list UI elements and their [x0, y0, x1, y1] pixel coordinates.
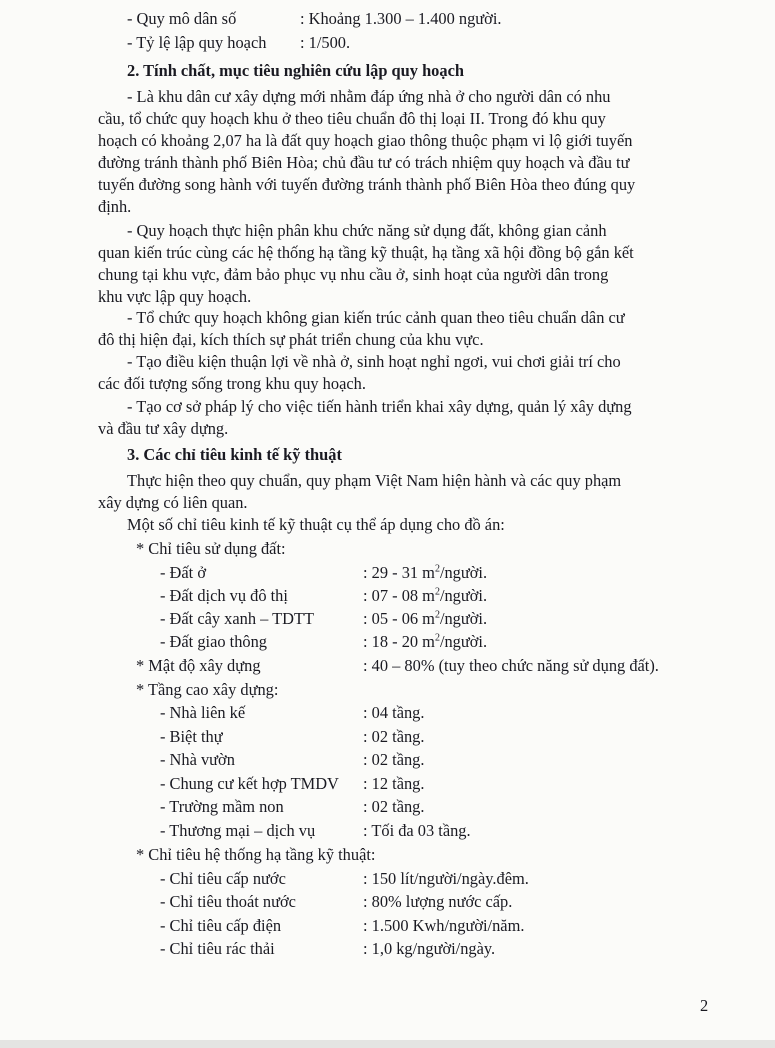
floors-value: : 02 tầng. [363, 797, 425, 816]
density-label: * Mật độ xây dựng [136, 656, 261, 675]
floors-header: * Tầng cao xây dựng: [136, 680, 279, 699]
infra-label: - Chỉ tiêu cấp điện [160, 916, 282, 935]
paragraph-line: hoạch có khoảng 2,07 ha là đất quy hoạch giao thông thuộc phạm vi lộ giới tuyến [98, 131, 633, 150]
floors-label: - Trường mầm non [160, 797, 284, 816]
floors-value: : 02 tầng. [363, 750, 425, 769]
paragraph-line: đô thị hiện đại, kích thích sự phát triển chung của khu vực. [98, 330, 484, 349]
paragraph-line: Một số chỉ tiêu kinh tế kỹ thuật cụ thể áp dụng cho đồ án: [127, 515, 505, 534]
infra-value: : 150 lít/người/ngày.đêm. [363, 869, 529, 888]
land-use-label: - Đất cây xanh – TDTT [160, 609, 314, 628]
land-use-value: : 18 - 20 $m^2$/người. [363, 632, 488, 651]
infra-label: - Chỉ tiêu rác thải [160, 939, 275, 958]
land-use-label: - Đất dịch vụ đô thị [160, 586, 288, 605]
paragraph-line: tuyến đường song hành với tuyến đường tránh thành phố Biên Hòa theo đúng quy [98, 175, 636, 194]
paragraph-line: - Tạo điều kiện thuận lợi về nhà ở, sinh hoạt nghỉ ngơi, vui chơi giải trí cho [127, 352, 621, 371]
paragraph-line: đường tránh thành phố Biên Hòa; chủ đầu tư có trách nhiệm quy hoạch và đầu tư [98, 153, 630, 172]
land-use-value: : 07 - 08 $m^2$/người. [363, 586, 488, 605]
land-use-label: - Đất ở [160, 563, 206, 582]
infra-value: : 1,0 kg/người/ngày. [363, 939, 496, 958]
floors-label: - Nhà liên kế [160, 703, 246, 722]
infra-value: : 80% lượng nước cấp. [363, 892, 513, 911]
paragraph-line: chung tại khu vực, đảm bảo phục vụ nhu cầu ở, sinh hoạt của người dân trong [98, 265, 609, 284]
land-use-value: : 29 - 31 $m^2$/người. [363, 563, 488, 582]
infra-header: * Chỉ tiêu hệ thống hạ tầng kỹ thuật: [136, 845, 376, 864]
paragraph-line: khu vực lập quy hoạch. [98, 287, 252, 306]
intro-label: - Quy mô dân số [127, 9, 237, 28]
floors-value: : 02 tầng. [363, 727, 425, 746]
paragraph-line: các đối tượng sống trong khu quy hoạch. [98, 374, 366, 393]
intro-label: - Tỷ lệ lập quy hoạch [127, 33, 267, 52]
scan-edge [0, 1040, 775, 1048]
floors-label: - Nhà vườn [160, 750, 235, 769]
floors-value: : 12 tầng. [363, 774, 425, 793]
land-use-value: : 05 - 06 $m^2$/người. [363, 609, 488, 628]
infra-label: - Chỉ tiêu thoát nước [160, 892, 296, 911]
intro-value: : 1/500. [300, 33, 351, 52]
paragraph-line: quan kiến trúc cùng các hệ thống hạ tầng kỹ thuật, hạ tầng xã hội đồng bộ gắn kết [98, 243, 634, 262]
paragraph-line: - Tổ chức quy hoạch không gian kiến trúc cảnh quan theo tiêu chuẩn dân cư [127, 308, 625, 327]
paragraph-line: xây dựng có liên quan. [98, 493, 248, 512]
paragraph-line: - Tạo cơ sở pháp lý cho việc tiến hành triển khai xây dựng, quản lý xây dựng [127, 397, 632, 416]
intro-value: : Khoảng 1.300 – 1.400 người. [300, 9, 502, 28]
floors-label: - Chung cư kết hợp TMDV [160, 774, 339, 793]
floors-label: - Thương mại – dịch vụ [160, 821, 316, 840]
section-2-heading: 2. Tính chất, mục tiêu nghiên cứu lập quy hoạch [127, 61, 464, 80]
paragraph-line: - Quy hoạch thực hiện phân khu chức năng sử dụng đất, không gian cảnh [127, 221, 607, 240]
paragraph-line: Thực hiện theo quy chuẩn, quy phạm Việt Nam hiện hành và các quy phạm [127, 471, 622, 490]
paragraph-line: định. [98, 197, 132, 216]
land-use-label: - Đất giao thông [160, 632, 267, 651]
land-use-header: * Chỉ tiêu sử dụng đất: [136, 539, 286, 558]
density-value: : 40 – 80% (tuy theo chức năng sử dụng đất). [363, 656, 659, 675]
infra-value: : 1.500 Kwh/người/năm. [363, 916, 525, 935]
page-number: 2 [700, 996, 709, 1015]
floors-value: : Tối đa 03 tầng. [363, 821, 471, 840]
paragraph-line: cầu, tổ chức quy hoạch khu ở theo tiêu chuẩn đô thị loại II. Trong đó khu quy [98, 109, 606, 128]
floors-label: - Biệt thự [160, 727, 223, 746]
infra-label: - Chỉ tiêu cấp nước [160, 869, 286, 888]
floors-value: : 04 tầng. [363, 703, 425, 722]
paragraph-line: - Là khu dân cư xây dựng mới nhằm đáp ứng nhà ở cho người dân có nhu [127, 87, 611, 106]
paragraph-line: và đầu tư xây dựng. [98, 419, 229, 438]
section-3-heading: 3. Các chỉ tiêu kinh tế kỹ thuật [127, 445, 342, 464]
